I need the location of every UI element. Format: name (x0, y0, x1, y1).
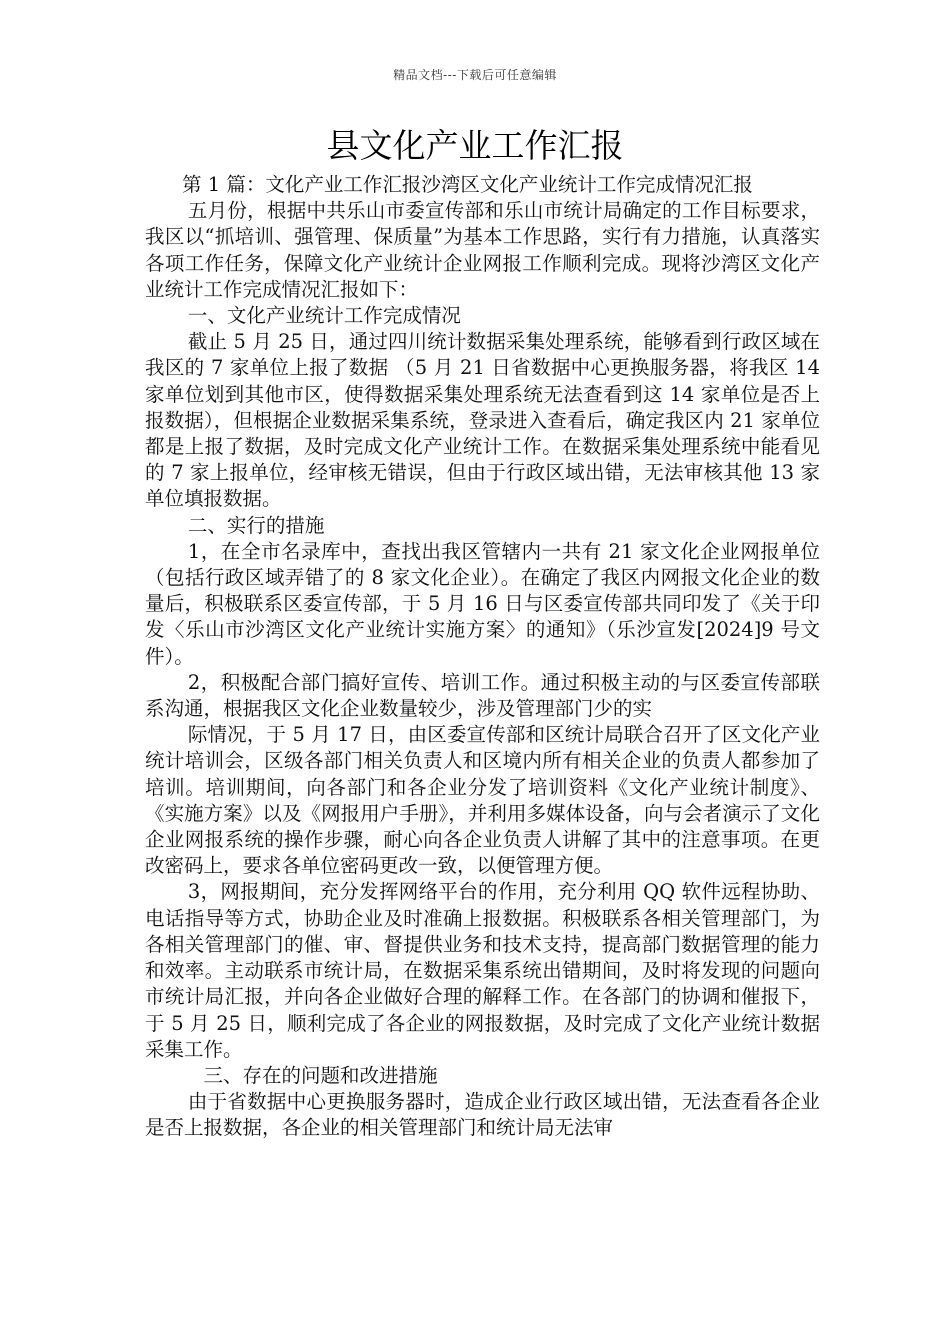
body-paragraph: 3，网报期间，充分发挥网络平台的作用，充分利用 QQ 软件远程协助、电话指导等方式，协助企业及时准确上报数据。积极联系各相关管理部门，为各相关管理部门的催、审、督提供业务和技术支持，提高部门数据管理的能力和效率。主动联系市统计局，在数据采集系统出错期间，及时将发现的问题向市统计局汇报，并向各企业做好合理的解释工作。在各部门的协调和催报下，于 5 月 25 日，顺利完成了各企业的网报数据，及时完成了文化产业统计数据采集工作。 (145, 880, 820, 1061)
body-paragraph: 截止 5 月 25 日，通过四川统计数据采集处理系统，能够看到行政区域在我区的 7 家单位上报了数据 （5 月 21 日省数据中心更换服务器，将我区 14 家单位划到其他市区，使得数据采集处理系统无法查看到这 14 家单位是否上报数据），但根据企业数据采集系统，登录进入查看后，确定我区内 21 家单位都是上报了数据，及时完成文化产业统计工作。在数据采集处理系统中能看见的 7 家上报单位，经审核无错误，但由于行政区域出错，无法审核其他 13 家单位填报数据。 (145, 330, 820, 511)
section-heading-3: 三、存在的问题和改进措施 (203, 1063, 438, 1087)
document-title: 县文化产业工作汇报 (326, 126, 624, 165)
body-paragraph: 1，在全市名录库中，查找出我区管辖内一共有 21 家文化企业网报单位（包括行政区域弄错了的 8 家文化企业）。在确定了我区内网报文化企业的数量后，积极联系区委宣传部，于 5 月 16 日与区委宣传部共同印发了《关于印发〈乐山市沙湾区文化产业统计实施方案〉的通知》（乐沙宣发[2024]9 号文件）。 (145, 539, 820, 668)
section-heading-2: 二、实行的措施 (187, 513, 325, 537)
header-note: 精品文档---下载后可任意编辑 (393, 68, 557, 82)
document-body (145, 172, 820, 1142)
subtitle-paragraph: 第 1 篇：文化产业工作汇报沙湾区文化产业统计工作完成情况汇报 (182, 173, 753, 196)
body-paragraph: 由于省数据中心更换服务器时，造成企业行政区域出错，无法查看各企业是否上报数据，各企业的相关管理部门和统计局无法审 (145, 1090, 820, 1140)
section-heading-1: 一、文化产业统计工作完成情况 (187, 304, 461, 328)
intro-paragraph: 五月份，根据中共乐山市委宣传部和乐山市统计局确定的工作目标要求，我区以“抓培训、强管理、保质量”为基本工作思路，实行有力措施，认真落实各项工作任务，保障文化产业统计企业网报工作顺利完成。现将沙湾区文化产业统计工作完成情况汇报如下： (145, 199, 820, 301)
body-paragraph: 2，积极配合部门搞好宣传、培训工作。通过积极主动的与区委宣传部联系沟通，根据我区文化企业数量较少，涉及管理部门少的实 (145, 670, 820, 721)
body-paragraph: 际情况，于 5 月 17 日，由区委宣传部和区统计局联合召开了区文化产业统计培训会，区级各部门相关负责人和区境内所有相关企业的负责人都参加了培训。培训期间，向各部门和各企业分发了培训资料《文化产业统计制度》、《实施方案》以及《网报用户手册》，并利用多媒体设备，向与会者演示了文化企业网报系统的操作步骤，耐心向各企业负责人讲解了其中的注意事项。在更改密码上，要求各单位密码更改一致，以便管理方便。 (145, 723, 820, 878)
